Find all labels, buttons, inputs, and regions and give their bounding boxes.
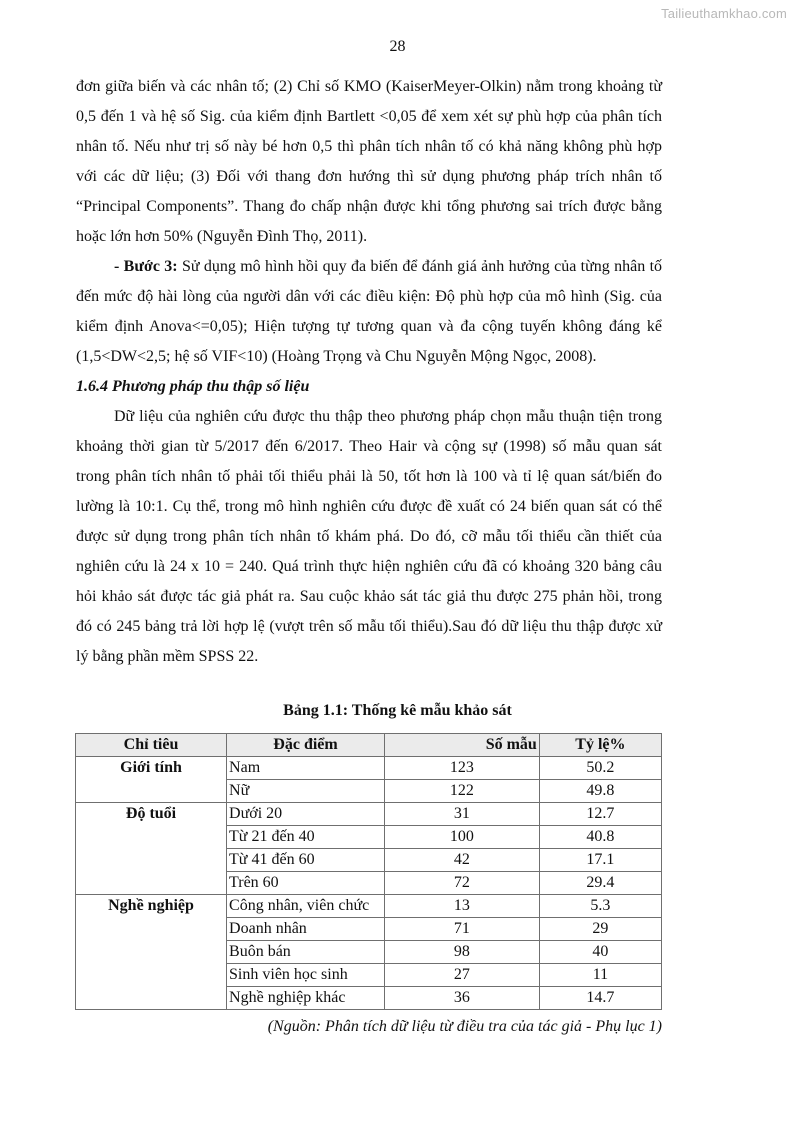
group-age: Độ tuổi [76, 803, 227, 895]
count-cell: 36 [384, 987, 539, 1010]
group-occupation: Nghề nghiệp [76, 895, 227, 1010]
percent-cell: 12.7 [539, 803, 661, 826]
table-caption: Bảng 1.1: Thống kê mẫu khảo sát [283, 702, 512, 719]
count-cell: 31 [384, 803, 539, 826]
page-number: 28 [389, 38, 406, 55]
percent-cell: 49.8 [539, 780, 661, 803]
feature-cell: Nam [227, 757, 385, 780]
step-text: Sử dụng mô hình hồi quy đa biến để đánh giá ảnh hưởng của từng nhân tố đến mức độ hài lòng của người dân với các điều kiện: Độ phù hợp của mô hình (Sig. của kiểm định Anova<=0,05); Hiện tượng tự tương quan và đa cộng tuyến không đáng kể (1,5<DW<2,5; hệ số VIF<10) (Hoàng Trọng và Chu Nguyễn Mộng Ngọc, 2008). [76, 258, 663, 365]
percent-cell: 40.8 [539, 826, 661, 849]
percent-cell: 29.4 [539, 872, 661, 895]
feature-cell: Dưới 20 [227, 803, 385, 826]
section-heading: 1.6.4 Phương pháp thu thập số liệu [76, 378, 310, 395]
percent-cell: 40 [539, 941, 661, 964]
count-cell: 42 [384, 849, 539, 872]
feature-cell: Trên 60 [227, 872, 385, 895]
count-cell: 13 [384, 895, 539, 918]
feature-cell: Từ 41 đến 60 [227, 849, 385, 872]
header-count: Số mẫu [384, 734, 539, 757]
table-source-note: (Nguồn: Phân tích dữ liệu từ điều tra của tác giả - Phụ lục 1) [267, 1018, 662, 1035]
paragraph-data-collection: Dữ liệu của nghiên cứu được thu thập theo phương pháp chọn mẫu thuận tiện trong khoảng thời gian từ 5/2017 đến 6/2017. Theo Hair và cộng sự (1998) số mẫu quan sát trong phân tích nhân tố phải tối thiểu phải là 50, tốt hơn là 100 và tỉ lệ quan sát/biến đo lường là 10:1. Cụ thể, trong mô hình nghiên cứu được đề xuất có 24 biến quan sát có thể được sử dụng trong phân tích nhân tố khám phá. Do đó, cỡ mẫu tối thiểu cần thiết của nghiên cứu là 24 x 10 = 240. Quá trình thực hiện nghiên cứu đã có khoảng 320 bảng câu hỏi khảo sát được tác giả phát ra. Sau cuộc khảo sát tác giả thu được 275 phản hồi, trong đó có 245 bảng trả lời hợp lệ (vượt trên số mẫu tối thiểu).Sau đó dữ liệu thu thập được xử lý bằng phần mềm SPSS 22. [76, 408, 662, 665]
percent-cell: 29 [539, 918, 661, 941]
table-row [76, 757, 662, 780]
survey-sample-table [75, 733, 662, 1010]
percent-cell: 5.3 [539, 895, 661, 918]
header-indicator: Chỉ tiêu [76, 734, 227, 757]
feature-cell: Buôn bán [227, 941, 385, 964]
feature-cell: Từ 21 đến 40 [227, 826, 385, 849]
header-percent: Tỷ lệ% [539, 734, 661, 757]
paragraph-criteria: đơn giữa biến và các nhân tố; (2) Chỉ số KMO (KaiserMeyer-Olkin) nằm trong khoảng từ 0,5 đến 1 và hệ số Sig. của kiểm định Bartlett <0,05 để xem xét sự phù hợp của phân tích nhân tố. Nếu như trị số này bé hơn 0,5 thì phân tích nhân tố có khả năng không phù hợp với các dữ liệu; (3) Đối với thang đơn hướng thì sử dụng phương pháp trích nhân tố “Principal Components”. Thang đo chấp nhận được khi tổng phương sai trích được bằng hoặc lớn hơn 50% (Nguyễn Đình Thọ, 2011). [76, 78, 662, 245]
count-cell: 122 [384, 780, 539, 803]
percent-cell: 17.1 [539, 849, 661, 872]
table-row [76, 803, 662, 826]
count-cell: 72 [384, 872, 539, 895]
percent-cell: 14.7 [539, 987, 661, 1010]
header-feature: Đặc điểm [227, 734, 385, 757]
percent-cell: 50.2 [539, 757, 661, 780]
group-gender: Giới tính [76, 757, 227, 803]
feature-cell: Doanh nhân [227, 918, 385, 941]
watermark: Tailieuthamkhao.com [661, 6, 787, 21]
paragraph-step-3 [76, 252, 662, 372]
feature-cell: Công nhân, viên chức [227, 895, 385, 918]
feature-cell: Nghề nghiệp khác [227, 987, 385, 1010]
count-cell: 100 [384, 826, 539, 849]
table-header-row [76, 734, 662, 757]
step-label: - Bước 3: [114, 258, 178, 275]
count-cell: 98 [384, 941, 539, 964]
body-text [76, 72, 662, 672]
feature-cell: Nữ [227, 780, 385, 803]
feature-cell: Sinh viên học sinh [227, 964, 385, 987]
percent-cell: 11 [539, 964, 661, 987]
count-cell: 27 [384, 964, 539, 987]
count-cell: 123 [384, 757, 539, 780]
table-row [76, 895, 662, 918]
count-cell: 71 [384, 918, 539, 941]
